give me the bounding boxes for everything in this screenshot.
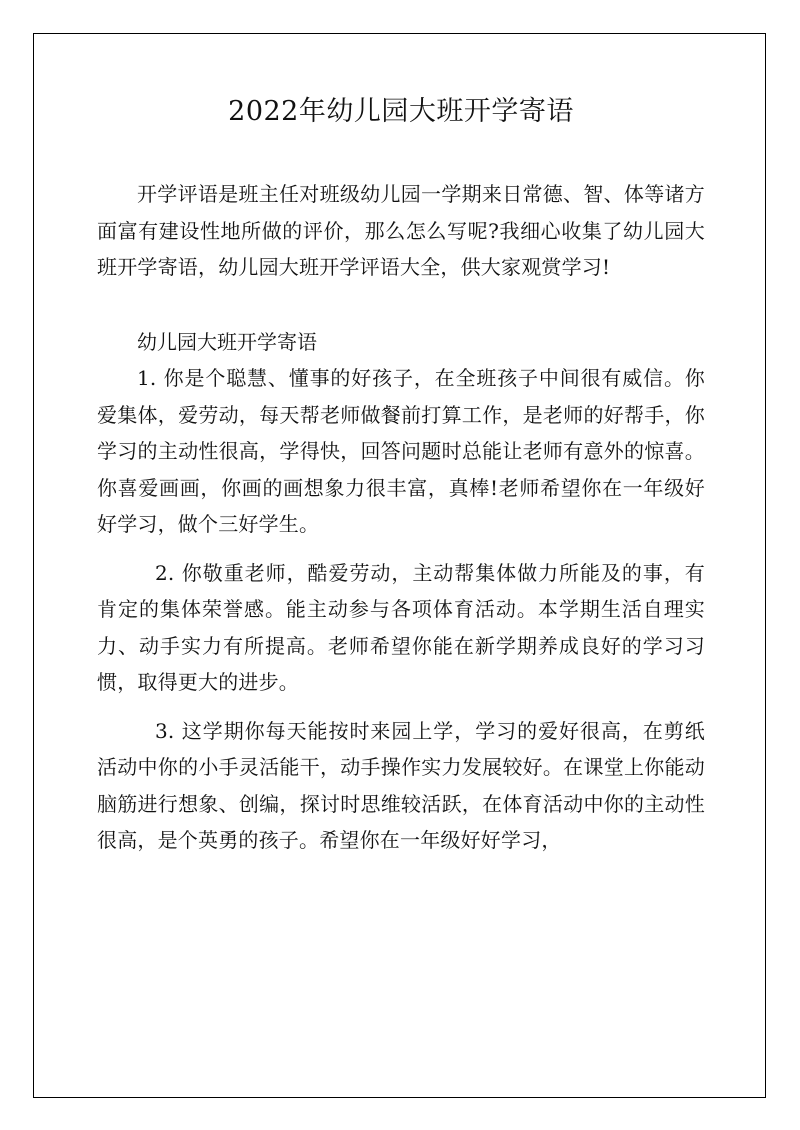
intro-paragraph: 开学评语是班主任对班级幼儿园一学期来日常德、智、体等诸方面富有建设性地所做的评价，那么怎么写呢?我细心收集了幼儿园大班开学寄语，幼儿园大班开学评语大全，供大家观赏学习! [97, 182, 705, 279]
document-body [97, 92, 705, 871]
list-item: 3. 这学期你每天能按时来园上学，学习的爱好很高，在剪纸活动中你的小手灵活能干，动手操作实力发展较好。在课堂上你能动脑筋进行想象、创编，探讨时思维较活跃，在体育活动中你的主动性很高，是个英勇的孩子。希望你在一年级好好学习， [97, 718, 705, 852]
list-item: 2. 你敬重老师，酷爱劳动，主动帮集体做力所能及的事，有肯定的集体荣誉感。能主动参与各项体育活动。本学期生活自理实力、动手实力有所提高。老师希望你能在新学期养成良好的学习习惯，取得更大的进步。 [97, 560, 705, 694]
document-title: 2022年幼儿园大班开学寄语 [228, 96, 574, 127]
section-heading: 幼儿园大班开学寄语 [137, 329, 317, 354]
list-item: 1. 你是个聪慧、懂事的好孩子，在全班孩子中间很有威信。你爱集体，爱劳动，每天帮老师做餐前打算工作，是老师的好帮手，你学习的主动性很高，学得快，回答问题时总能让老师有意外的惊喜。你喜爱画画，你画的画想象力很丰富，真棒!老师希望你在一年级好好学习，做个三好学生。 [97, 366, 705, 536]
